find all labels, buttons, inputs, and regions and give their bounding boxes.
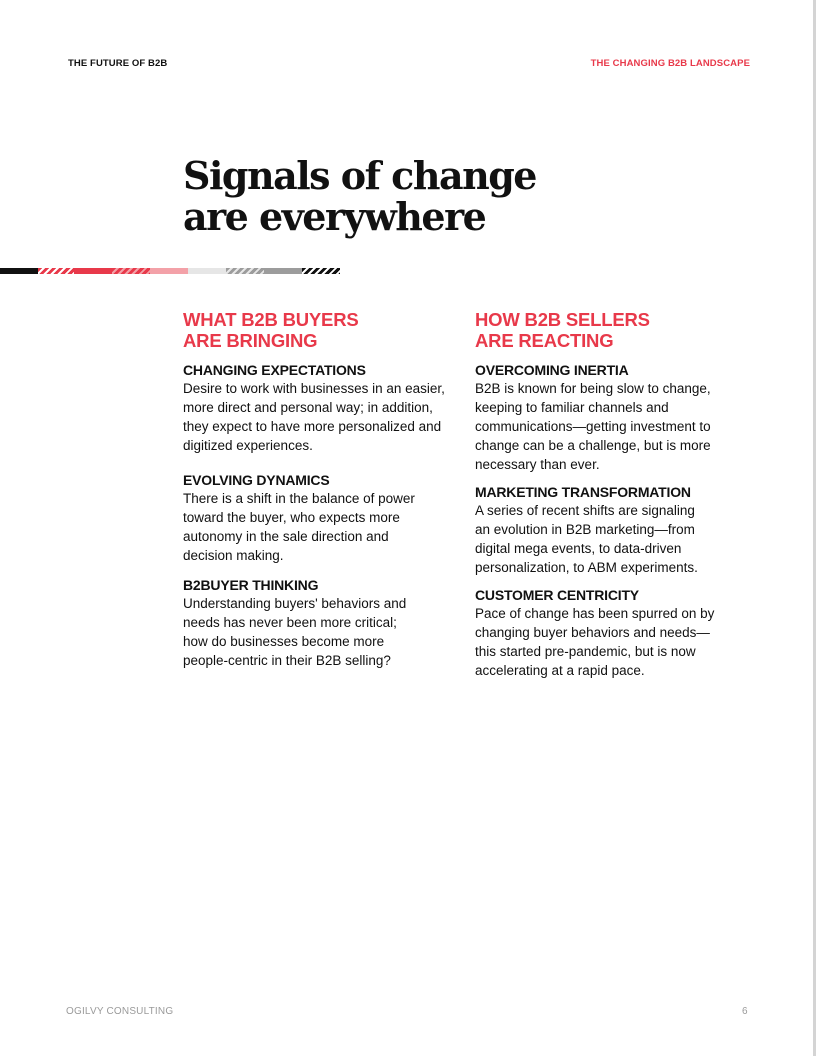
stripe-segment <box>226 268 264 274</box>
item-body-line: more direct and personal way; in addition, <box>183 400 433 415</box>
item-body <box>183 489 461 565</box>
buyers-heading <box>183 309 461 351</box>
stripe-segment <box>0 268 38 274</box>
buyers-heading-line-2: ARE BRINGING <box>183 330 318 351</box>
item-body <box>475 501 737 577</box>
item-body-line: digitized experiences. <box>183 438 313 453</box>
buyers-item-evolving-dynamics <box>183 471 461 565</box>
buyers-column <box>183 309 461 670</box>
sellers-heading-line-1: HOW B2B SELLERS <box>475 309 650 330</box>
item-body-line: needs has never been more critical; <box>183 615 397 630</box>
sellers-heading <box>475 309 737 351</box>
stripe-segment <box>264 268 302 274</box>
item-body-line: this started pre-pandemic, but is now <box>475 644 696 659</box>
item-body <box>183 379 461 455</box>
item-body-line: digital mega events, to data-driven <box>475 541 682 556</box>
item-body-line: an evolution in B2B marketing—from <box>475 522 695 537</box>
stripe-segment <box>302 268 340 274</box>
item-body-line: communications—getting investment to <box>475 419 711 434</box>
stripe-segment <box>38 268 74 274</box>
item-title: B2BUYER THINKING <box>183 577 319 593</box>
page-title-line-1: Signals of change <box>183 153 536 198</box>
item-body-line: toward the buyer, who expects more <box>183 510 400 525</box>
item-body <box>475 379 737 474</box>
item-body-line: they expect to have more personalized and <box>183 419 442 434</box>
running-header-right: THE CHANGING B2B LANDSCAPE <box>590 58 750 69</box>
item-body-line: A series of recent shifts are signaling <box>475 503 695 518</box>
sellers-heading-line-2: ARE REACTING <box>475 330 614 351</box>
item-title: MARKETING TRANSFORMATION <box>475 484 691 500</box>
item-body-line: Desire to work with businesses in an easier, <box>183 381 445 396</box>
stripe-segment <box>150 268 188 274</box>
item-body-line: necessary than ever. <box>475 457 600 472</box>
sellers-item-overcoming-inertia <box>475 361 737 474</box>
sellers-column <box>475 309 737 680</box>
item-body-line: how do businesses become more <box>183 634 385 649</box>
item-title: CHANGING EXPECTATIONS <box>183 362 366 378</box>
sellers-item-marketing-transformation <box>475 483 737 577</box>
item-body-line: people-centric in their B2B selling? <box>183 653 391 668</box>
page-number: 6 <box>742 1006 748 1017</box>
sellers-item-customer-centricity <box>475 586 737 680</box>
buyers-item-changing-expectations <box>183 361 461 455</box>
stripe-segment <box>74 268 112 274</box>
footer-brand: OGILVY CONSULTING <box>66 1006 174 1017</box>
item-title: EVOLVING DYNAMICS <box>183 472 330 488</box>
stripe-segment <box>112 268 150 274</box>
item-title: CUSTOMER CENTRICITY <box>475 587 639 603</box>
page-title <box>183 155 536 237</box>
item-body-line: B2B is known for being slow to change, <box>475 381 711 396</box>
item-body-line: personalization, to ABM experiments. <box>475 560 698 575</box>
stripe-segment <box>188 268 226 274</box>
item-body-line: Understanding buyers' behaviors and <box>183 596 407 611</box>
item-body-line: There is a shift in the balance of power <box>183 491 415 506</box>
item-body-line: autonomy in the sale direction and <box>183 529 389 544</box>
item-body-line: changing buyer behaviors and needs— <box>475 625 710 640</box>
item-body <box>183 594 461 670</box>
item-body-line: change can be a challenge, but is more <box>475 438 711 453</box>
item-body-line: accelerating at a rapid pace. <box>475 663 645 678</box>
buyers-heading-line-1: WHAT B2B BUYERS <box>183 309 359 330</box>
item-body <box>475 604 737 680</box>
running-header-left: THE FUTURE OF B2B <box>68 58 168 69</box>
item-body-line: Pace of change has been spurred on by <box>475 606 715 621</box>
item-title: OVERCOMING INERTIA <box>475 362 629 378</box>
decorative-stripe <box>0 268 340 274</box>
item-body-line: keeping to familiar channels and <box>475 400 669 415</box>
item-body-line: decision making. <box>183 548 284 563</box>
page-title-line-2: are everywhere <box>183 194 486 239</box>
buyers-item-b2buyer-thinking <box>183 576 461 670</box>
